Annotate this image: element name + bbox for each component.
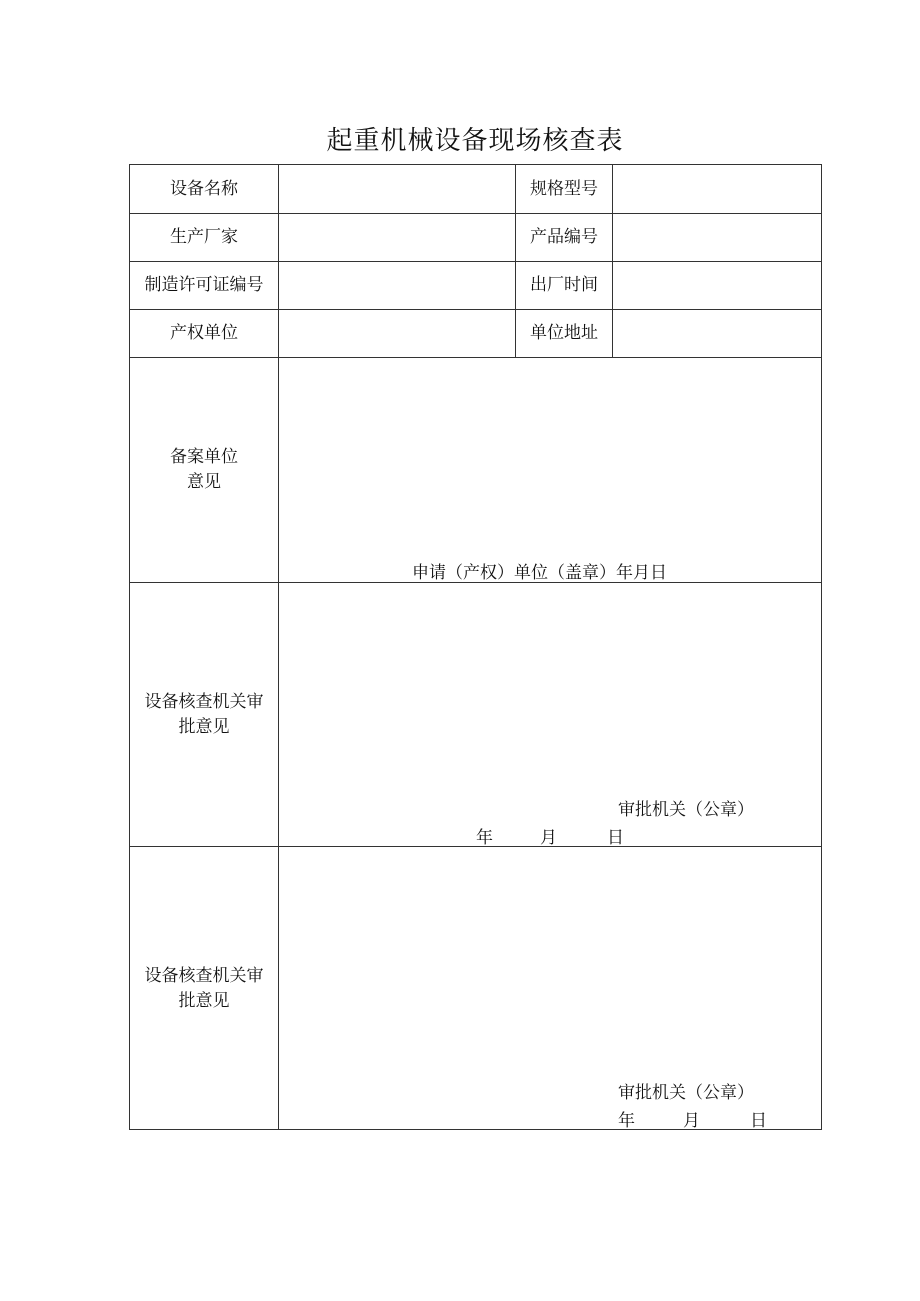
- label-spec-model: 规格型号: [515, 164, 612, 213]
- field-owner-unit[interactable]: [278, 309, 515, 357]
- review2-day: 日: [750, 1111, 767, 1131]
- field-manufacturer[interactable]: [278, 213, 515, 261]
- review2-authority: 审批机关（公章）: [618, 1083, 754, 1103]
- label-review-opinion-2-line1: 设备核查机关审: [144, 965, 264, 986]
- label-license-no: 制造许可证编号: [129, 261, 278, 309]
- field-spec-model[interactable]: [612, 164, 821, 213]
- label-factory-date: 出厂时间: [515, 261, 612, 309]
- label-review-opinion-1-line1: 设备核查机关审: [144, 691, 264, 712]
- review1-year: 年: [476, 828, 493, 848]
- field-unit-address[interactable]: [612, 309, 821, 357]
- field-factory-date[interactable]: [612, 261, 821, 309]
- label-product-no: 产品编号: [515, 213, 612, 261]
- label-filing-opinion: [129, 357, 278, 582]
- label-review-opinion-1: [129, 582, 278, 846]
- review1-day: 日: [607, 828, 624, 848]
- field-product-no[interactable]: [612, 213, 821, 261]
- field-device-name[interactable]: [278, 164, 515, 213]
- label-unit-address: 单位地址: [515, 309, 612, 357]
- review2-year: 年: [618, 1111, 635, 1131]
- label-owner-unit: 产权单位: [129, 309, 278, 357]
- field-filing-opinion[interactable]: [278, 357, 821, 582]
- label-review-opinion-2-line2: 批意见: [178, 990, 230, 1011]
- label-review-opinion-1-line2: 批意见: [178, 716, 230, 737]
- review2-month: 月: [683, 1111, 700, 1131]
- field-license-no[interactable]: [278, 261, 515, 309]
- filing-sign-text: 申请（产权）单位（盖章）年月日: [412, 563, 667, 583]
- review1-authority: 审批机关（公章）: [618, 800, 754, 820]
- label-device-name: 设备名称: [129, 164, 278, 213]
- label-filing-opinion-line1: 备案单位: [170, 447, 238, 467]
- label-review-opinion-2: [129, 846, 278, 1130]
- review1-month: 月: [540, 828, 557, 848]
- page-title: 起重机械设备现场核查表: [326, 126, 624, 156]
- label-filing-opinion-line2: 意见: [187, 472, 221, 492]
- label-manufacturer: 生产厂家: [129, 213, 278, 261]
